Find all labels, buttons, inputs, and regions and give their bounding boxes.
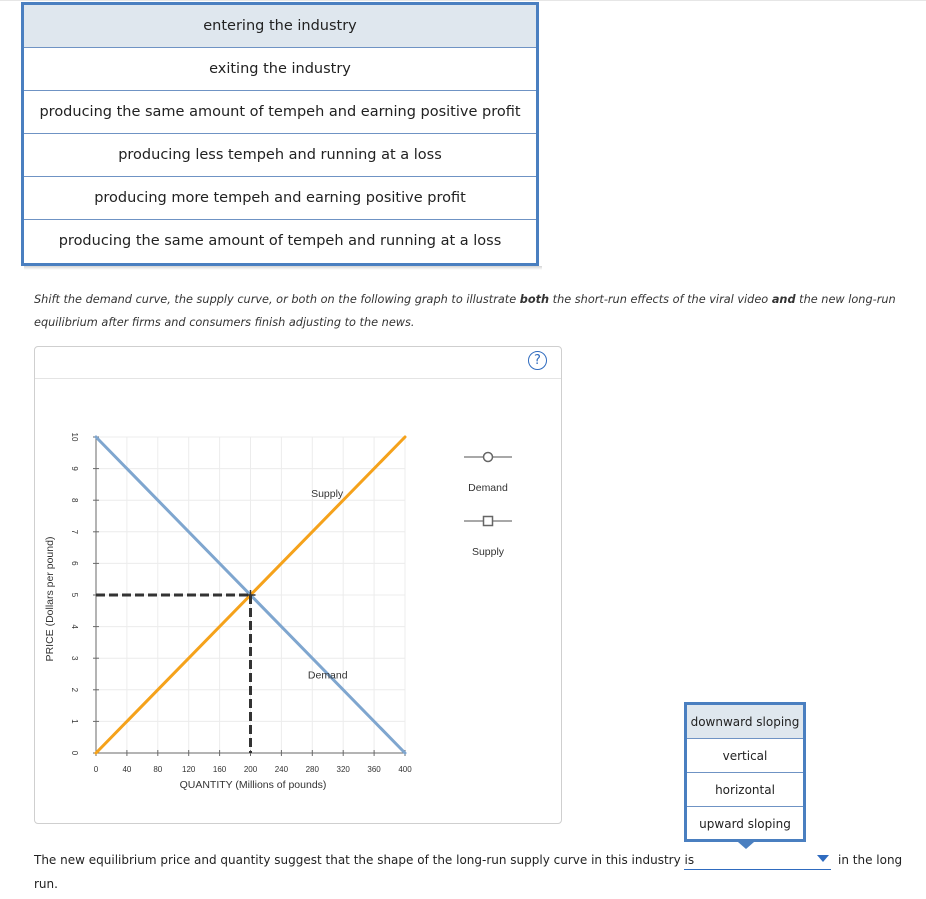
y-axis-label: PRICE (Dollars per pound) — [44, 536, 56, 662]
legend-label: Demand — [468, 482, 508, 494]
x-tick-label: 400 — [398, 765, 412, 774]
instruction-text: Shift the demand curve, the supply curve, or both on the following graph to illustrate both the short-run effects of the viral video and the new long-run equilibrium after firms and consumers finish adjusting to the news. — [34, 293, 896, 329]
dropdown-shadow — [24, 266, 542, 270]
help-icon[interactable]: ? — [528, 351, 547, 370]
supply-curve-label: Supply — [311, 488, 344, 501]
legend-circle-icon — [484, 453, 493, 462]
x-tick-label: 200 — [243, 765, 258, 774]
y-tick-label: 5 — [70, 592, 79, 598]
x-axis-label: QUANTITY (Millions of pounds) — [179, 779, 327, 791]
option-more-positive-profit[interactable]: producing more tempeh and earning positive profit — [24, 177, 536, 220]
legend-label: Supply — [471, 546, 505, 558]
option-less-at-loss[interactable]: producing less tempeh and running at a loss — [24, 134, 536, 177]
supply-shape-select[interactable] — [684, 850, 831, 870]
demand-curve-label: Demand — [307, 669, 348, 682]
y-tick-label: 7 — [70, 529, 79, 535]
graph-canvas — [35, 347, 563, 825]
question-sentence-end: in the long — [838, 853, 903, 867]
x-tick-label: 160 — [212, 765, 227, 774]
y-tick-label: 2 — [70, 687, 79, 693]
y-tick-label: 1 — [70, 719, 79, 724]
supply-shape-dropdown[interactable] — [684, 702, 806, 842]
answer-upward-sloping[interactable]: upward sloping — [699, 817, 791, 831]
question-sentence: The new equilibrium price and quantity suggest that the shape of the long-run supply curve in this industry is — [34, 853, 695, 867]
chevron-down-icon[interactable] — [817, 855, 829, 862]
answer-vertical[interactable]: vertical — [687, 739, 803, 773]
option-same-amount-positive-profit[interactable]: producing the same amount of tempeh and earning positive profit — [24, 91, 536, 134]
y-tick-label: 3 — [70, 655, 79, 661]
answer-horizontal[interactable]: horizontal — [687, 773, 803, 807]
legend — [464, 453, 512, 559]
x-tick-label: 40 — [122, 765, 132, 774]
option-exiting-industry[interactable]: exiting the industry — [24, 48, 536, 91]
x-tick-label: 320 — [336, 765, 350, 774]
profit-options-dropdown[interactable] — [21, 2, 539, 266]
y-tick-label: 4 — [70, 624, 79, 629]
x-tick-label: 0 — [93, 765, 99, 774]
x-tick-label: 280 — [305, 765, 319, 774]
y-tick-label: 9 — [70, 466, 79, 471]
x-tick-label: 240 — [274, 765, 289, 774]
y-tick-label: 0 — [70, 750, 79, 756]
x-ticks — [94, 750, 412, 774]
option-entering-industry[interactable]: entering the industry — [24, 5, 536, 48]
x-tick-label: 360 — [367, 765, 381, 774]
question-sentence-run: run. — [34, 877, 58, 891]
dropdown-caret — [738, 842, 754, 849]
y-tick-label: 6 — [70, 561, 79, 566]
y-tick-label: 10 — [70, 432, 79, 442]
option-same-amount-at-loss[interactable]: producing the same amount of tempeh and running at a loss — [58, 233, 502, 249]
legend-square-icon — [484, 517, 493, 526]
y-tick-label: 8 — [70, 497, 79, 503]
answer-downward-sloping[interactable]: downward sloping — [687, 705, 803, 739]
y-ticks — [70, 433, 99, 756]
top-divider — [0, 0, 926, 1]
x-tick-label: 80 — [153, 765, 163, 774]
x-tick-label: 120 — [182, 765, 196, 774]
graph-panel — [34, 346, 562, 824]
